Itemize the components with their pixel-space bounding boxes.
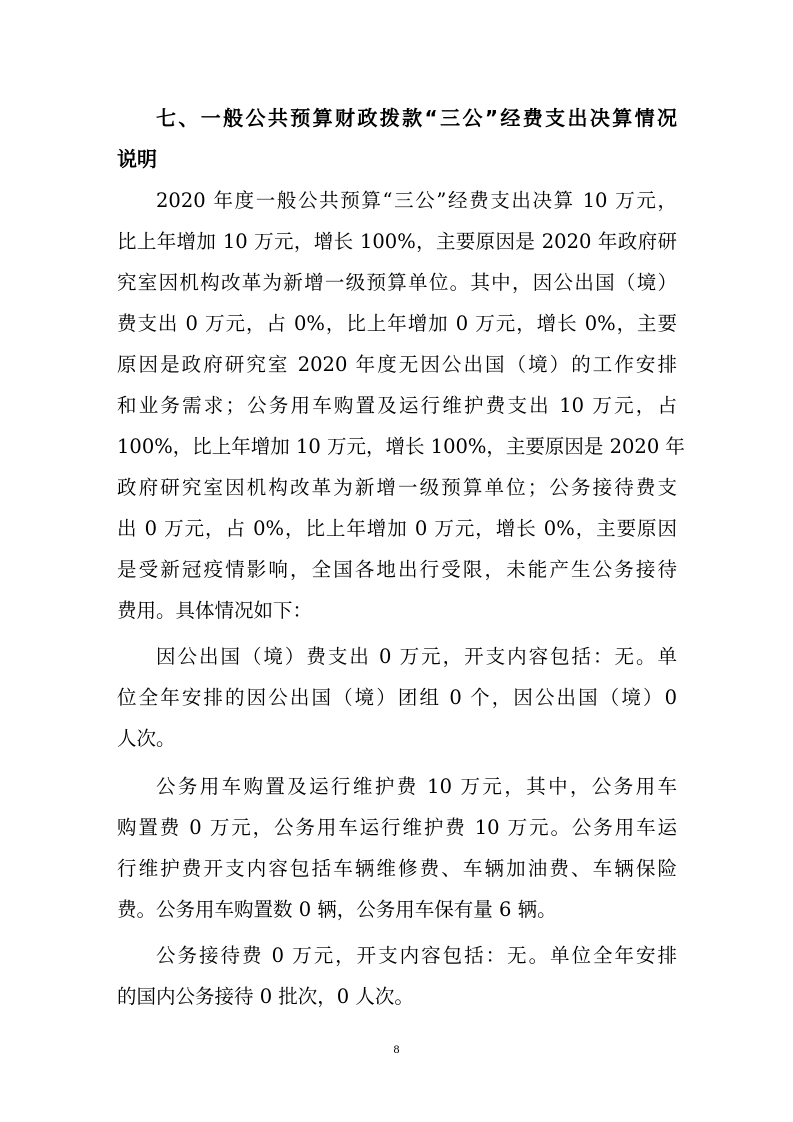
section-heading-line-2: 说明	[117, 147, 157, 171]
paragraph-2-line-2: 位全年安排的因公出国（境）团组 0 个，因公出国（境）0	[117, 686, 677, 709]
paragraph-3-line-4: 费。公务用车购置数 0 辆，公务用车保有量 6 辆。	[117, 898, 557, 921]
paragraph-4-line-1: 公务接待费 0 万元，开支内容包括：无。单位全年安排	[156, 944, 677, 967]
paragraph-1-line-4: 费支出 0 万元，占 0%，比上年增加 0 万元，增长 0%，主要	[117, 312, 677, 335]
paragraph-2-line-3: 人次。	[117, 727, 176, 750]
section-heading-line-1: 七、一般公共预算财政拨款“三公”经费支出决算情况	[156, 106, 677, 130]
paragraph-1-line-3: 究室因机构改革为新增一级预算单位。其中，因公出国（境）	[117, 271, 677, 294]
paragraph-1-line-9: 出 0 万元，占 0%，比上年增加 0 万元，增长 0%，主要原因	[117, 517, 677, 540]
paragraph-3-line-1: 公务用车购置及运行维护费 10 万元，其中，公务用车	[156, 775, 677, 798]
paragraph-4-line-2: 的国内公务接待 0 批次，0 人次。	[117, 985, 414, 1008]
paragraph-1-line-5: 原因是政府研究室 2020 年度无因公出国（境）的工作安排	[117, 353, 677, 376]
paragraph-2-line-1: 因公出国（境）费支出 0 万元，开支内容包括：无。单	[156, 645, 677, 668]
paragraph-1-line-8: 政府研究室因机构改革为新增一级预算单位；公务接待费支	[117, 476, 677, 499]
paragraph-1-line-1: 2020 年度一般公共预算“三公”经费支出决算 10 万元，	[156, 189, 677, 212]
paragraph-3-line-3: 行维护费开支内容包括车辆维修费、车辆加油费、车辆保险	[117, 857, 677, 880]
paragraph-1-line-6: 和业务需求；公务用车购置及运行维护费支出 10 万元，占	[117, 394, 677, 417]
paragraph-1-line-7: 100%，比上年增加 10 万元，增长 100%，主要原因是 2020 年	[117, 435, 685, 458]
paragraph-3-line-2: 购置费 0 万元，公务用车运行维护费 10 万元。公务用车运	[117, 816, 677, 839]
paragraph-1-line-2: 比上年增加 10 万元，增长 100%，主要原因是 2020 年政府研	[117, 230, 677, 253]
paragraph-1-line-11: 费用。具体情况如下：	[117, 599, 313, 622]
page-number: 8	[393, 1042, 400, 1056]
paragraph-1-line-10: 是受新冠疫情影响，全国各地出行受限，未能产生公务接待	[117, 558, 677, 581]
